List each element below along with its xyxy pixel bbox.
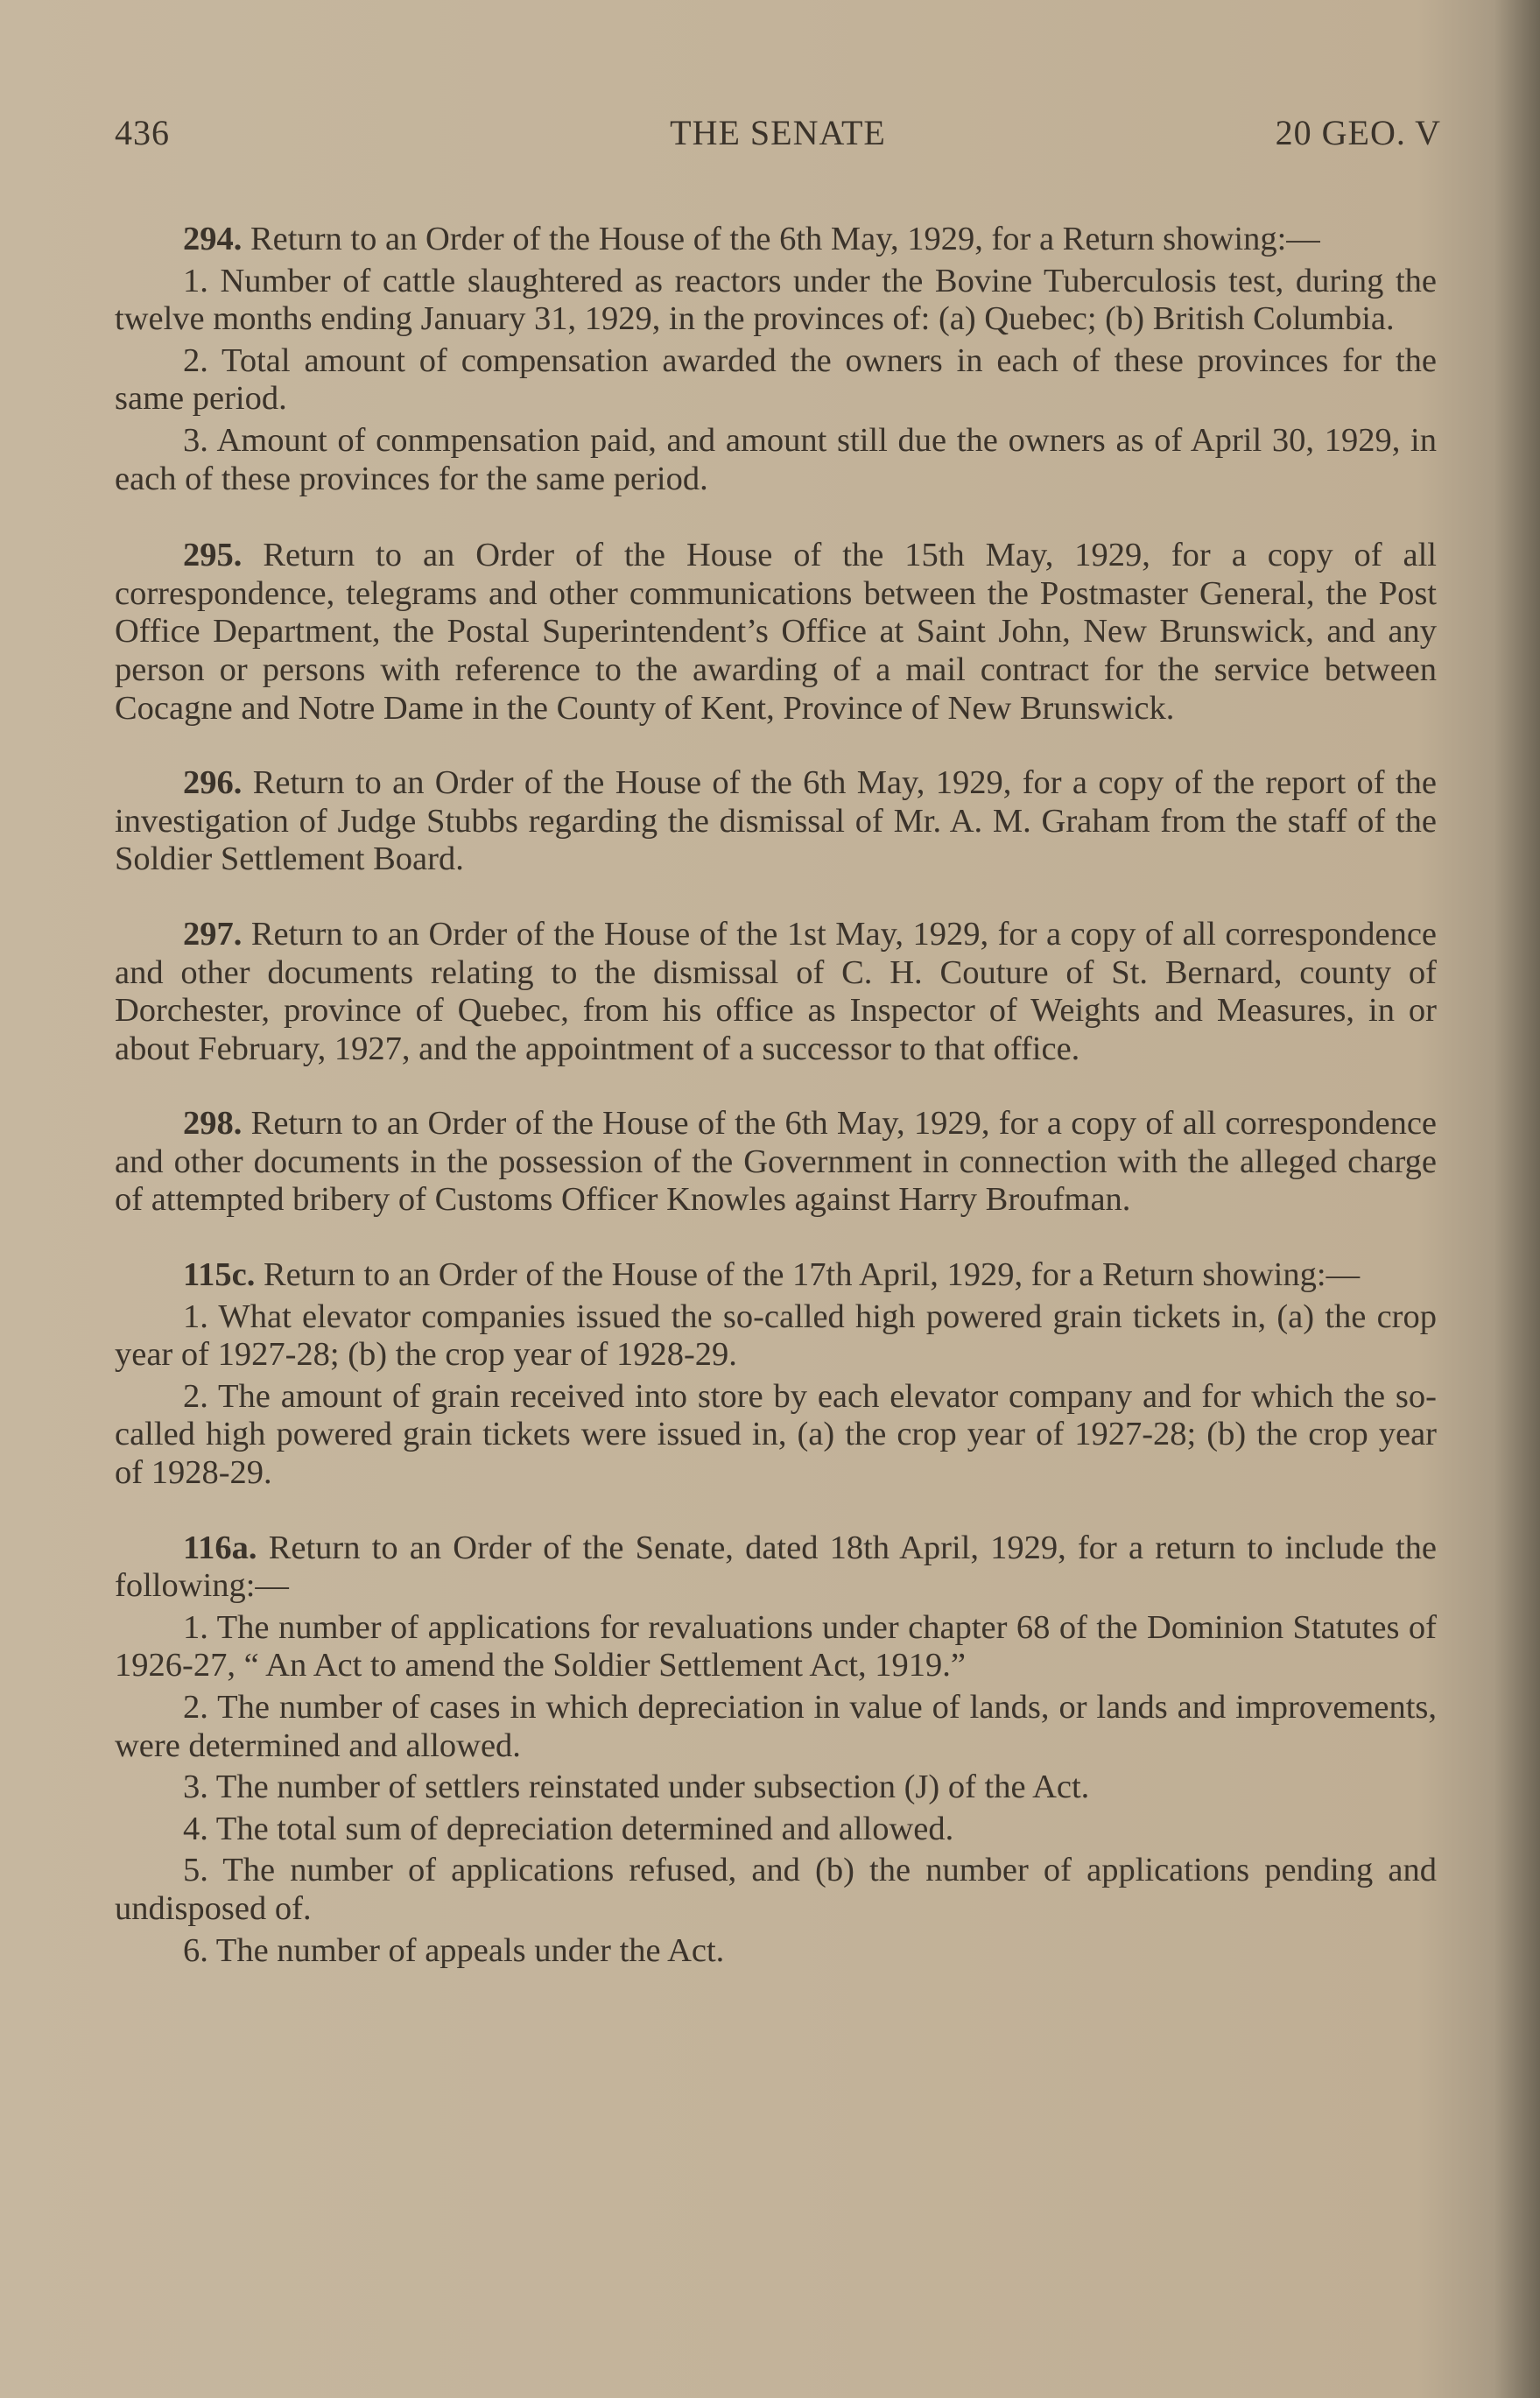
entry-paragraph: 1. Number of cattle slaughtered as reactors under the Bovine Tuberculosis test, during the twelve months ending January 31, 1929, in the provinces of: (a) Quebec; (b) British Columbia. — [115, 262, 1437, 338]
entry-text: Return to an Order of the House of the 6th May, 1929, for a copy of all correspondence and other documents in the possession of the Government in connection with the alleged charge of attempted bribery of Customs Officer Knowles against Harry Broufman. — [115, 1105, 1438, 1219]
entry-number: 297. — [183, 915, 243, 953]
entry-paragraph — [115, 1530, 1437, 1606]
entry-298 — [115, 1105, 1437, 1220]
entry-paragraph: 2. The number of cases in which depreciation in value of lands, or lands and improvements, were determined and allowed. — [115, 1689, 1437, 1764]
entry-paragraph: 4. The total sum of depreciation determined and allowed. — [183, 1810, 954, 1847]
entry-number: 296. — [183, 764, 243, 802]
entry-number: 294. — [183, 221, 243, 257]
entry-paragraph: 6. The number of appeals under the Act. — [183, 1931, 725, 1969]
entry-paragraph — [115, 764, 1437, 879]
entry-text: Return to an Order of the Senate, dated 18th April, 1929, for a return to include the following:— — [115, 1529, 1438, 1605]
regnal-year: 20 GEO. V — [1275, 113, 1441, 152]
entry-number: 295. — [183, 537, 243, 574]
entry-paragraph — [115, 1105, 1437, 1220]
page-number: 436 — [115, 113, 170, 152]
entry-number: 298. — [183, 1105, 243, 1143]
running-title: THE SENATE — [670, 113, 886, 152]
entry-text: Return to an Order of the House of the 17th April, 1929, for a Return showing:— — [263, 1256, 1361, 1294]
entry-294 — [115, 221, 1437, 498]
entry-paragraph: 5. The number of applications refused, and (b) the number of applications pending and undisposed of. — [115, 1852, 1437, 1927]
entry-paragraph: 1. What elevator companies issued the so-called high powered grain tickets in, (a) the crop year of 1927-28; (b) the crop year of 1928-29. — [115, 1297, 1437, 1374]
entry-paragraph — [115, 221, 1437, 259]
entry-paragraph: 2. The amount of grain received into store by each elevator company and for which the so-called high powered grain tickets were issued in, (a) the crop year of 1927-28; (b) the crop year of 1928-29. — [115, 1377, 1437, 1492]
body-text — [115, 221, 1437, 2007]
entry-paragraph: 2. Total amount of compensation awarded the owners in each of these provinces for the same period. — [115, 341, 1437, 418]
entry-295 — [115, 537, 1437, 728]
entry-text: Return to an Order of the House of the 15th May, 1929, for a copy of all correspondence, telegrams and other communications between the Postmaster General, the Post Office Department, the Postal Superintendent’s Office at Saint John, New Brunswick, and any person or persons with reference to the awarding of a mail contract for the service between Cocagne and Notre Dame in the County of Kent, Province of New Brunswick. — [115, 537, 1438, 727]
entry-paragraph: 1. The number of applications for revaluations under chapter 68 of the Dominion Statutes of 1926-27, “ An Act to amend the Soldier Settlement Act, 1919.” — [115, 1608, 1437, 1684]
entry-number: 115c. — [183, 1256, 256, 1294]
entry-text: Return to an Order of the House of the 6th May, 1929, for a Return showing:— — [250, 221, 1320, 257]
entry-paragraph — [115, 1256, 1437, 1295]
entry-297 — [115, 916, 1437, 1068]
entry-paragraph — [115, 537, 1437, 728]
entry-115c — [115, 1256, 1437, 1493]
entry-text: Return to an Order of the House of the 1st May, 1929, for a copy of all correspondence and other documents relating to the dismissal of C. H. Couture of St. Bernard, county of Dorchester, province of Quebec, from his office as Inspector of Weights and Measures, in or about February, 1927, and the appointment of a successor to that office. — [115, 915, 1437, 1067]
entry-296 — [115, 764, 1437, 879]
entry-paragraph: 3. Amount of conmpensation paid, and amount still due the owners as of April 30, 1929, in each of these provinces for the same period. — [115, 421, 1437, 497]
entry-text: Return to an Order of the House of the 6th May, 1929, for a copy of the report of the investigation of Judge Stubbs regarding the dismissal of Mr. A. M. Graham from the staff of the Soldier Settlement Board. — [115, 764, 1437, 878]
entry-116a — [115, 1530, 1437, 1971]
entry-paragraph — [115, 916, 1437, 1068]
entry-paragraph: 3. The number of settlers reinstated under subsection (J) of the Act. — [183, 1769, 1090, 1806]
entry-number: 116a. — [183, 1529, 257, 1566]
page-header — [115, 112, 1441, 158]
